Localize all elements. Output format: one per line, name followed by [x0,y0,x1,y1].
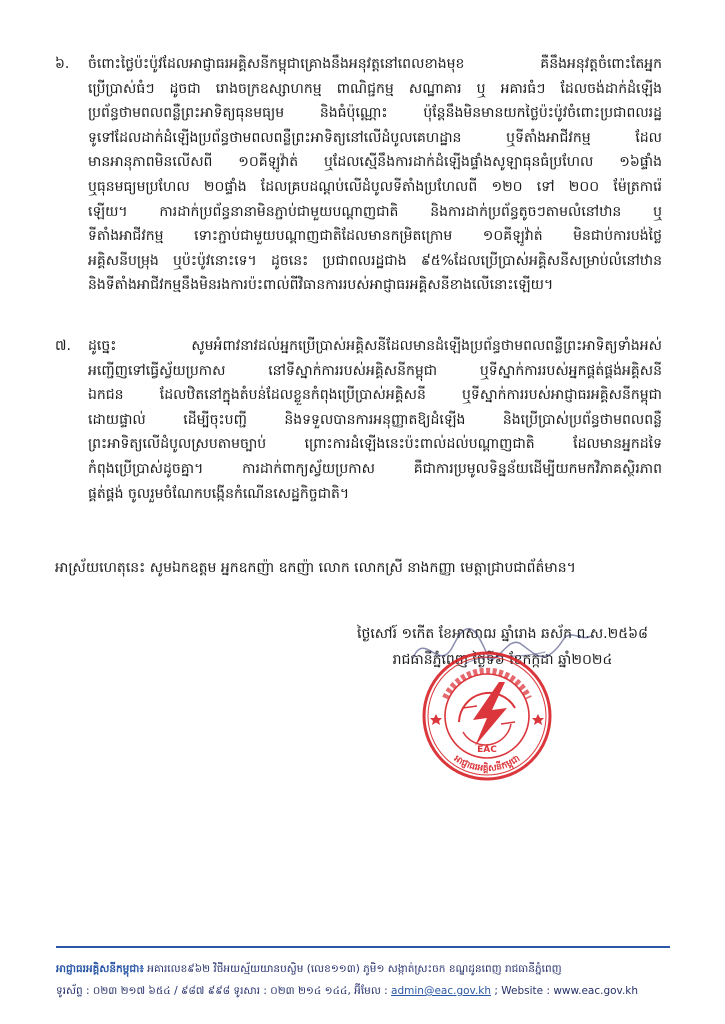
closing-sentence: អាស្រ័យហេតុនេះ សូមឯកឧត្តម អ្នកឧកញ៉ា ឧកញ៉ា លោក លោកស្រី នាងកញ្ញា មេត្តាជ្រាបជាព័ត៌មាន។ [55,560,576,576]
website-label: Website : [501,985,550,997]
paragraph-line: ទូទៅដែលដាក់ដំឡើងប្រព័ន្ធថាមពលពន្លឺព្រះអាទិត្យនៅលើដំបូលគេហដ្ឋាន ឬទីតាំងអាជីវកម្ម ដែល [88,129,662,146]
paragraph-line: មានអានុភាពមិនលើសពី ១០គីឡូវ៉ាត់ ឬដែលស្មើនឹងការដាក់ដំឡើងផ្ទាំងសូឡាធុនធំប្រហែល ១៦ផ្ទាំង [88,154,662,171]
phone-number: ០២៣ ២១៧ ៦៥៤ / ៩៨៧ ៩៩៨ [92,985,231,997]
paragraph-line: ឬធុនមធ្យមប្រហែល ២០ផ្ទាំង ដែលគ្របដណ្តប់លើដំបូលទីតាំងប្រហែលពី ១២០ ទៅ ២០០ ម៉ែត្រការ៉េ [88,178,662,195]
solar-date: រាជធានីភ្នំពេញ ថ្ងៃទី៦ ខែកក្កដា ឆ្នាំ២០២៤ [392,651,613,668]
paragraph-line: ឡើយ។ ការដាក់ប្រព័ន្ធនានាមិនភ្ជាប់ជាមួយបណ្តាញជាតិ និងការដាក់ប្រព័ន្ធតូចៗតាមលំនៅឋាន ឬ [88,203,662,220]
seal-abbreviation: EAC [477,745,497,755]
paragraph-line: ផ្គត់ផ្គង់ ចូលរួមចំណែកបង្កើនកំណើនសេដ្ឋកិច្ចជាតិ។ [88,485,350,502]
paragraph-number: ៦. [55,56,70,72]
paragraph-line: និងទីតាំងអាជីវកម្មនឹងមិនរងការប៉ះពាល់ពីវិធានការរបស់អាជ្ញាធរអគ្គិសនីខាងលើនោះឡើយ។ [88,277,554,294]
official-seal [419,648,555,784]
paragraph-line: កំពុងប្រើប្រាស់ដូចគ្នា។ ការដាក់ពាក្យស្វ័យប្រកាស គឺជាការប្រមូលទិន្នន័យដើម្បីយកមកវិភាគស្ថិរភាព [88,460,662,477]
lightning-bolt-icon [459,682,515,746]
paragraph-line: អញ្ជើញទៅធ្វើស្វ័យប្រកាស នៅទីស្នាក់ការរបស់អគ្គិសនីកម្ពុជា ឬទីស្នាក់ការរបស់អ្នកផ្គត់ផ្គង់អគ្គិសនី [88,362,662,379]
paragraph-line: ទីតាំងអាជីវកម្ម ទោះភ្ជាប់ជាមួយបណ្តាញជាតិដែលមានកម្រិតក្រោម ១០គីឡូវ៉ាត់ មិនជាប់ការបង់ថ្លៃ [88,228,662,245]
paragraph-line: អគ្គិសនីបម្រុង ឬប៉ះប៉ូវនោះទេ។ ដូចនេះ ប្រជាពលរដ្ឋជាង ៩៥%ដែលប្រើប្រាស់អគ្គិសនីសម្រាប់លំនៅឋាន [88,252,662,269]
email-label: អ៊ីមែល : [354,985,388,997]
paragraph-body [88,334,662,506]
email-link[interactable]: admin@eac.gov.kh [391,985,492,997]
footer-address: អគារលេខ៩៦២ វិថីអយស្ម័យយានបស្ចិម (លេខ១១៣) ភូមិ១ សង្កាត់ស្រះចក ខណ្ឌដូនពេញ រាជធានីភ្នំពេញ [147,963,562,975]
paragraph-body [88,52,662,298]
svg-text:អាជ្ញាធរអគ្គិសនីកម្ពុជា [451,753,522,774]
website-link[interactable]: www.eac.gov.kh [553,985,639,997]
paragraph-line: ប្រព័ន្ធថាមពលពន្លឺព្រះអាទិត្យធុនមធ្យម និងធំប៉ុណ្ណោះ ប៉ុន្តែនឹងមិនមានយកថ្លៃប៉ះប៉ូវចំពោះប្រជាពលរដ្ឋ [88,105,662,122]
paragraph-line: ដូច្នេះ សូមអំពាវនាវដល់អ្នកប្រើប្រាស់អគ្គិសនីដែលមានដំឡើងប្រព័ន្ធថាមពលពន្លឺព្រះអាទិត្យទាំងអស់ [88,338,662,354]
footer-divider [56,946,670,948]
fax-number: ០២៣ ២១៤ ១៤៤, [270,985,351,997]
paragraph-line: ព្រះអាទិត្យលើដំបូលស្របតាមច្បាប់ ព្រោះការដំឡើងនេះប៉ះពាល់ដល់បណ្តាញជាតិ ដែលមានអ្នកដទៃ [88,436,662,453]
fax-label: ទូរសារ : [233,985,267,997]
phone-label: ទូរស័ព្ទ : [56,985,90,997]
seal-ring-text: អាជ្ញាធរអគ្គិសនីកម្ពុជា [451,754,523,775]
footer-org-label: អាជ្ញាធរអគ្គិសនីកម្ពុជា៖ [56,963,144,975]
lunar-date: ថ្ងៃសៅរ៍ ១កើត ខែអាសាឍ ឆ្នាំរោង ឆស័ក ព.ស.២៥៦៨ [357,626,648,642]
footer-contact-line [56,981,670,1001]
footer-address-line [56,959,670,979]
paragraph-number: ៧. [55,338,71,354]
paragraph-line: ឯកជន ដែលឋិតនៅក្នុងតំបន់ដែលខ្លួនកំពុងប្រើប្រាស់អគ្គិសនី ឬទីស្នាក់ការរបស់អាជ្ញាធរអគ្គិសនីកម្ពុជា [88,387,662,404]
paragraph-line: ប្រើប្រាស់ធំៗ ដូចជា រោងចក្រឧស្សាហកម្ម ពាណិជ្ជកម្ម សណ្ឋាគារ ឬ អគារធំៗ ដែលចង់ដាក់ដំឡើង [88,80,662,97]
footer-separator: ; [494,985,498,997]
paragraph-line: ដោយផ្ទាល់ ដើម្បីចុះបញ្ជី និងទទួលបានការអនុញ្ញាតឱ្យដំឡើង និងប្រើប្រាស់ប្រព័ន្ធថាមពលពន្លឺ [88,411,662,428]
paragraph-line: ចំពោះថ្លៃប៉ះប៉ូវដែលអាជ្ញាធរអគ្គិសនីកម្ពុជាគ្រោងនឹងអនុវត្តនៅពេលខាងមុខ គឺនឹងអនុវត្តចំពោះតែអ្នក [88,56,662,72]
